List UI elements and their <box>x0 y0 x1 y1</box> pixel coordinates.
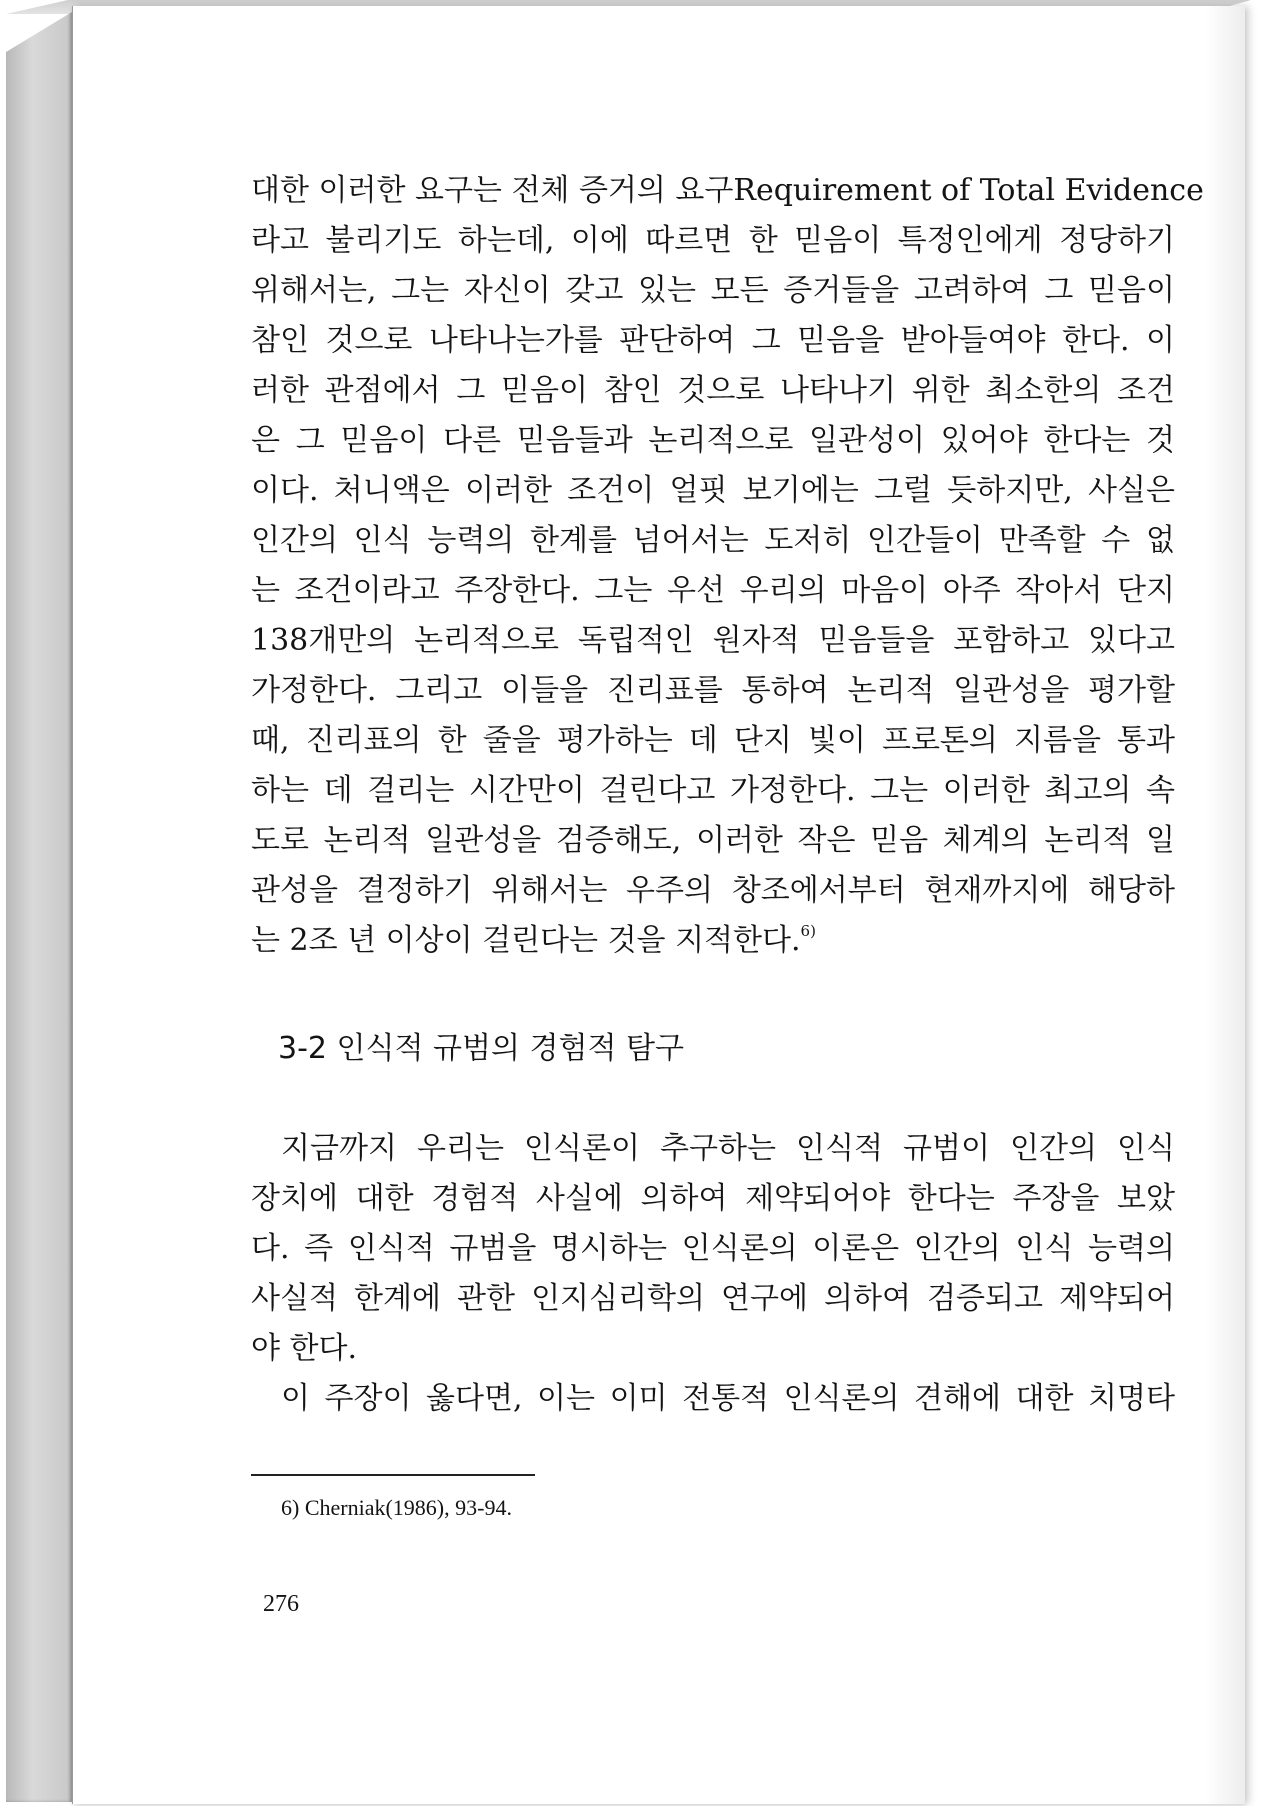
text-line: 라고 불리기도 하는데, 이에 따르면 한 믿음이 특정인에게 정당하기 <box>251 223 1175 258</box>
text-line: 가정한다. 그리고 이들을 진리표를 통하여 논리적 일관성을 평가할 <box>251 673 1175 708</box>
book-spine <box>6 12 72 1802</box>
footnote-divider <box>251 1474 535 1476</box>
text-line-last <box>251 916 1175 966</box>
text-line-content: 는 2조 년 이상이 걸린다는 것을 지적한다. <box>251 923 801 958</box>
text-line: 다. 즉 인식적 규범을 명시하는 인식론의 이론은 인간의 인식 능력의 <box>251 1231 1175 1266</box>
text-line: 하는 데 걸리는 시간만이 걸린다고 가정한다. 그는 이러한 최고의 속 <box>251 773 1175 808</box>
text-line: 때, 진리표의 한 줄을 평가하는 데 단지 빛이 프로톤의 지름을 통과 <box>251 723 1175 758</box>
text-line: 사실적 한계에 관한 인지심리학의 연구에 의하여 검증되고 제약되어 <box>251 1281 1175 1316</box>
text-line: 는 조건이라고 주장한다. 그는 우선 우리의 마음이 아주 작아서 단지 <box>251 573 1175 608</box>
text-line: 도로 논리적 일관성을 검증해도, 이러한 작은 믿음 체계의 논리적 일 <box>251 823 1175 858</box>
text-line: 대한 이러한 요구는 전체 증거의 요구Requirement of Total Evidence <box>251 173 1204 208</box>
text-line: 관성을 결정하기 위해서는 우주의 창조에서부터 현재까지에 해당하 <box>251 873 1175 908</box>
text-line: 은 그 믿음이 다른 믿음들과 논리적으로 일관성이 있어야 한다는 것 <box>251 423 1175 458</box>
text-line: 장치에 대한 경험적 사실에 의하여 제약되어야 한다는 주장을 보았 <box>251 1181 1175 1216</box>
text-line: 야 한다. <box>251 1331 358 1366</box>
text-line: 인간의 인식 능력의 한계를 넘어서는 도저히 인간들이 만족할 수 없 <box>251 523 1175 558</box>
body-paragraph-2 <box>251 1124 1175 1424</box>
text-line: 위해서는, 그는 자신이 갖고 있는 모든 증거들을 고려하여 그 믿음이 <box>251 273 1175 308</box>
book-page <box>72 6 1245 1804</box>
footnote: 6) Cherniak(1986), 93-94. <box>281 1495 512 1520</box>
text-line: 러한 관점에서 그 믿음이 참인 것으로 나타나기 위한 최소한의 조건 <box>251 373 1175 408</box>
text-line: 이 주장이 옳다면, 이는 이미 전통적 인식론의 견해에 대한 치명타 <box>281 1381 1175 1416</box>
text-line: 참인 것으로 나타나는가를 판단하여 그 믿음을 받아들여야 한다. 이 <box>251 323 1175 358</box>
text-line: 지금까지 우리는 인식론이 추구하는 인식적 규범이 인간의 인식 <box>281 1131 1175 1166</box>
section-heading: 3-2 인식적 규범의 경험적 탐구 <box>278 1031 684 1066</box>
text-line: 이다. 처니액은 이러한 조건이 얼핏 보기에는 그럴 듯하지만, 사실은 <box>251 473 1175 508</box>
body-paragraph-1 <box>251 166 1204 966</box>
text-line: 138개만의 논리적으로 독립적인 원자적 믿음들을 포함하고 있다고 <box>251 623 1175 658</box>
footnote-reference: 6) <box>800 922 816 940</box>
page-number: 276 <box>263 1591 299 1617</box>
